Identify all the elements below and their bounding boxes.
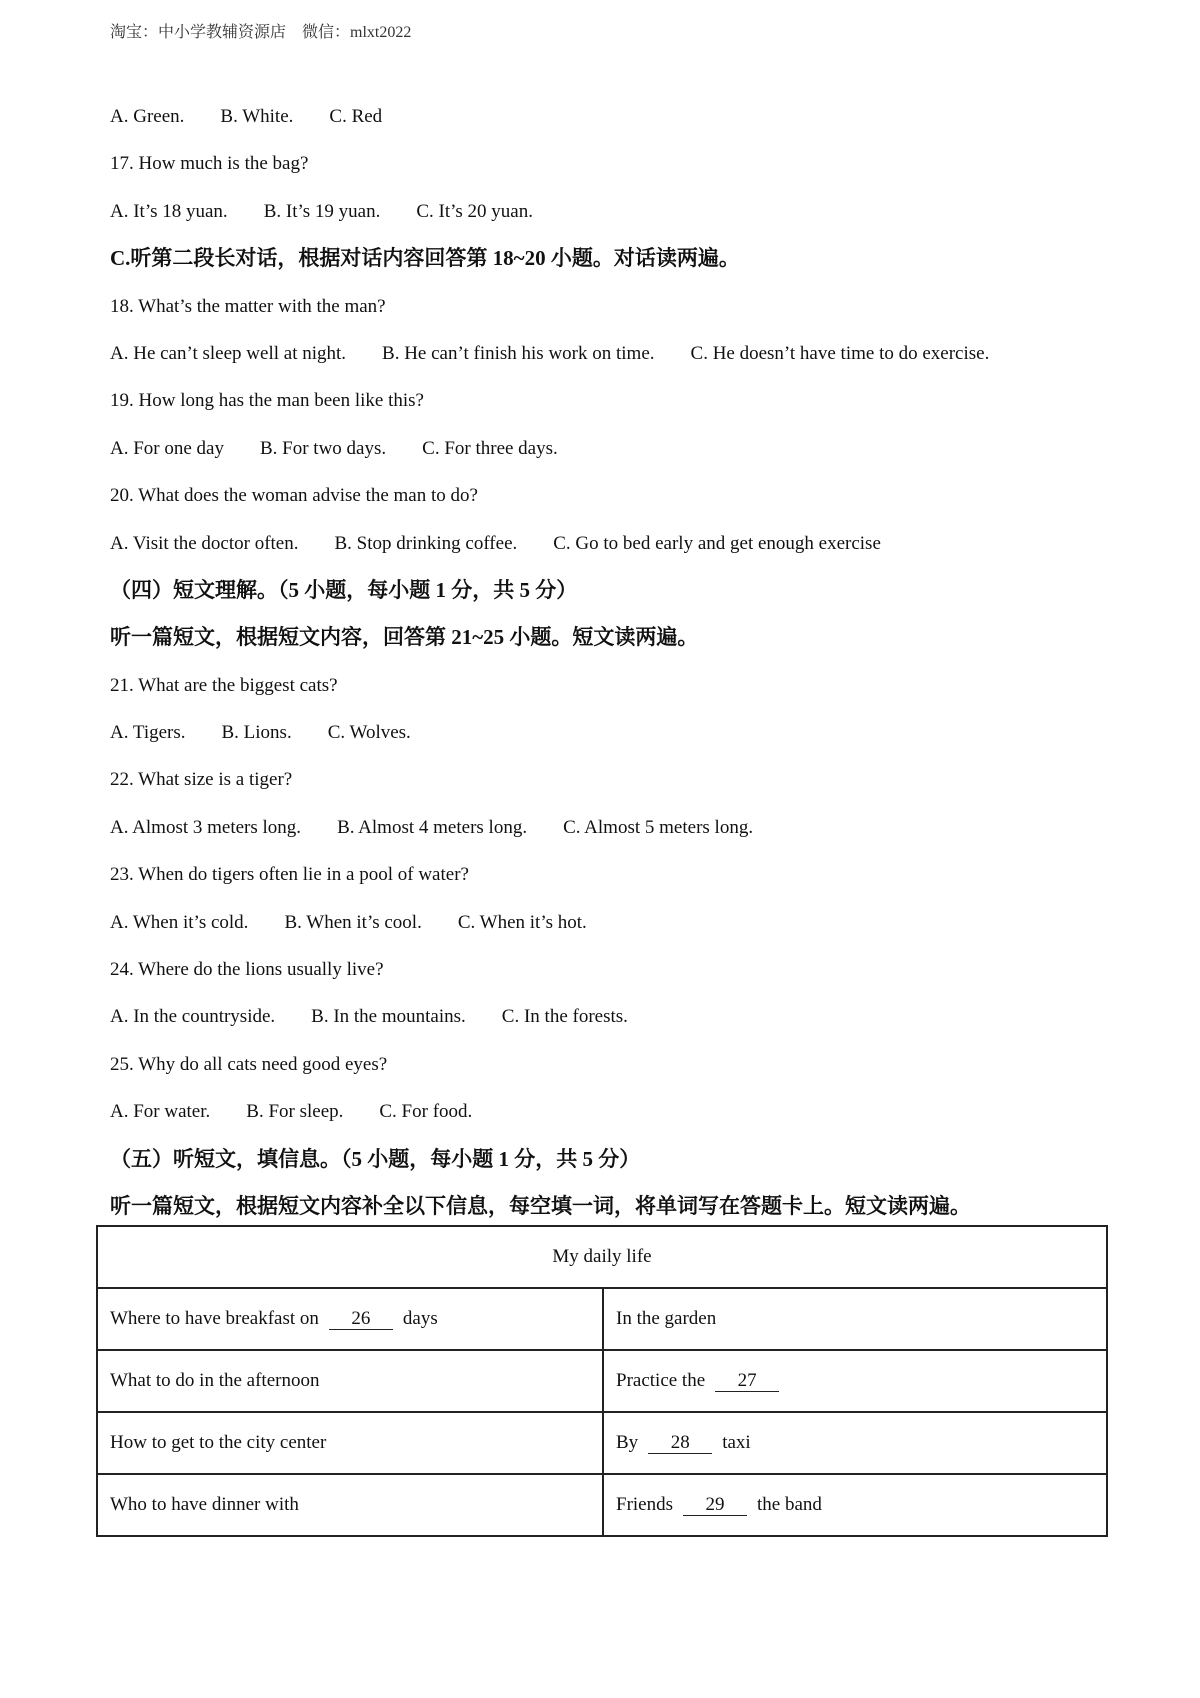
fill-blank: 27 — [715, 1371, 779, 1392]
answer-option: C. He doesn’t have time to do exercise. — [690, 342, 990, 364]
table-title: My daily life — [97, 1226, 1107, 1288]
answer-option: C. Almost 5 meters long. — [563, 816, 754, 838]
answer-option: A. Tigers. — [110, 722, 186, 744]
left-cell — [97, 1474, 603, 1536]
table-title-row — [97, 1226, 1107, 1288]
answer-options — [110, 93, 1110, 140]
right-cell — [603, 1288, 1107, 1350]
question: 19. How long has the man been like this? — [110, 390, 424, 412]
answer-option: C. Red — [329, 106, 383, 127]
answer-option: A. Visit the doctor often. — [110, 532, 299, 554]
answer-options — [110, 709, 1110, 756]
section-heading: （五）听短文，填信息。（5 小题，每小题 1 分，共 5 分） — [110, 1146, 641, 1171]
section-heading: （四）短文理解。（5 小题，每小题 1 分，共 5 分） — [110, 577, 578, 602]
question: 23. When do tigers often lie in a pool of water? — [110, 864, 469, 886]
cell-text: What to do in the afternoon — [110, 1370, 320, 1391]
fill-blank: 26 — [329, 1309, 393, 1330]
question: 20. What does the woman advise the man to do? — [110, 485, 478, 507]
answer-option: C. It’s 20 yuan. — [416, 200, 533, 222]
answer-option: B. He can’t finish his work on time. — [382, 342, 655, 364]
answer-option: C. When it’s hot. — [457, 911, 587, 933]
section-heading: 听一篇短文，根据短文内容，回答第 21~25 小题。短文读两遍。 — [110, 625, 699, 650]
left-cell — [97, 1288, 603, 1350]
question: 17. How much is the bag? — [110, 153, 309, 175]
page-header-watermark: 淘宝：中小学教辅资源店 微信：mlxt2022 — [110, 24, 412, 41]
answer-option: C. In the forests. — [501, 1006, 628, 1028]
section-heading: C.听第二段长对话，根据对话内容回答第 18~20 小题。对话读两遍。 — [110, 246, 740, 271]
answer-option: B. Stop drinking coffee. — [334, 532, 518, 554]
cell-text: In the garden — [616, 1308, 717, 1329]
answer-option: A. Almost 3 meters long. — [110, 816, 302, 838]
answer-options — [110, 520, 1110, 567]
left-cell — [97, 1350, 603, 1412]
right-cell — [603, 1474, 1107, 1536]
answer-option: B. It’s 19 yuan. — [263, 200, 381, 222]
answer-option: B. When it’s cool. — [284, 911, 422, 933]
cell-text: Friends — [616, 1494, 673, 1515]
answer-option: B. For two days. — [259, 437, 387, 459]
cell-text: Practice the — [616, 1370, 706, 1391]
answer-option: B. White. — [220, 106, 294, 127]
question-list — [110, 93, 1110, 1230]
cell-text: How to get to the city center — [110, 1432, 327, 1453]
fill-blank: 29 — [683, 1495, 747, 1516]
cell-text: Where to have breakfast on — [110, 1308, 319, 1329]
cell-text: taxi — [722, 1432, 751, 1453]
answer-options — [110, 330, 1110, 377]
answer-option: A. He can’t sleep well at night. — [110, 342, 347, 364]
cell-text: the band — [757, 1494, 822, 1515]
answer-options — [110, 804, 1110, 851]
answer-option: B. Almost 4 meters long. — [337, 816, 528, 838]
answer-option: A. For water. — [110, 1101, 211, 1123]
right-cell — [603, 1412, 1107, 1474]
answer-option: C. For three days. — [422, 437, 558, 459]
answer-options — [110, 425, 1110, 472]
question: 18. What’s the matter with the man? — [110, 295, 386, 317]
answer-option: A. For one day — [110, 437, 224, 459]
question: 22. What size is a tiger? — [110, 769, 293, 791]
table-row — [97, 1412, 1107, 1474]
cell-text: By — [616, 1432, 639, 1453]
section-heading: 听一篇短文，根据短文内容补全以下信息，每空填一词，将单词写在答题卡上。短文读两遍。 — [110, 1193, 971, 1218]
answer-option: A. When it’s cold. — [110, 911, 249, 933]
cell-text: Who to have dinner with — [110, 1494, 299, 1515]
answer-options — [110, 993, 1110, 1040]
question: 25. Why do all cats need good eyes? — [110, 1053, 388, 1075]
answer-option: C. For food. — [379, 1101, 473, 1123]
answer-option: C. Go to bed early and get enough exercise — [553, 532, 881, 554]
question: 21. What are the biggest cats? — [110, 674, 338, 696]
info-table — [96, 1225, 1108, 1537]
answer-options — [110, 899, 1110, 946]
answer-option: B. In the mountains. — [311, 1006, 466, 1028]
answer-option: A. Green. — [110, 106, 185, 127]
question: 24. Where do the lions usually live? — [110, 959, 384, 981]
table-row — [97, 1474, 1107, 1536]
right-cell — [603, 1350, 1107, 1412]
answer-option: B. Lions. — [221, 722, 292, 744]
cell-text: days — [402, 1308, 438, 1329]
left-cell — [97, 1412, 603, 1474]
table-row — [97, 1288, 1107, 1350]
answer-options — [110, 188, 1110, 235]
fill-blank: 28 — [648, 1433, 712, 1454]
answer-option: B. For sleep. — [246, 1101, 344, 1123]
answer-option: C. Wolves. — [327, 722, 411, 744]
answer-options — [110, 1088, 1110, 1135]
answer-option: A. It’s 18 yuan. — [110, 200, 228, 222]
table-row — [97, 1350, 1107, 1412]
answer-option: A. In the countryside. — [110, 1006, 276, 1028]
